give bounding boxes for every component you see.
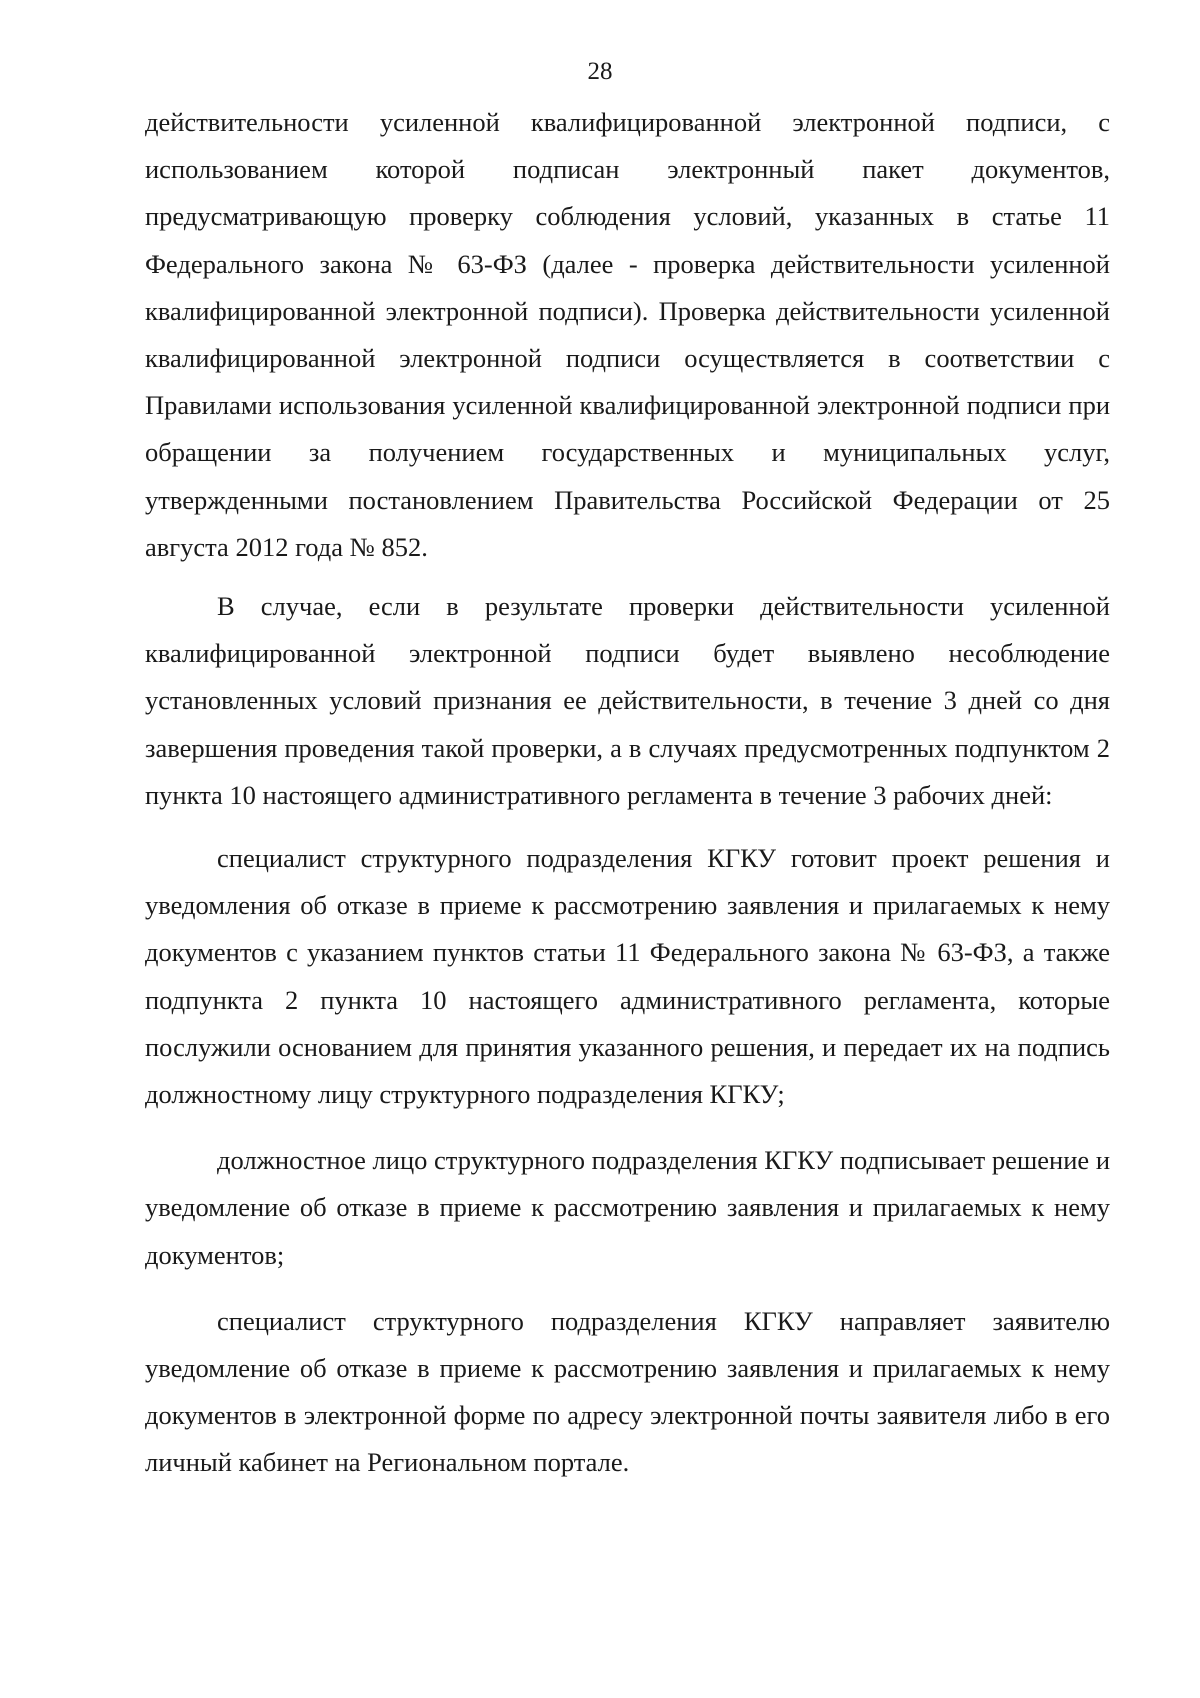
page-number: 28: [587, 58, 613, 85]
paragraph-signature-verification: действительности усиленной квалифицированной электронной подписи, с использованием которой подписан электронный пакет документов, предусматривающую проверку соблюдения условий, указанных в статье 11 Федерального закона № 63-ФЗ (далее - проверка действительности усиленной квалифицированной электронной подписи). Проверка действительности усиленной квалифицированной электронной подписи осуществляется в соответствии с Правилами использования усиленной квалифицированной электронной подписи при обращении за получением государственных и муниципальных услуг, утвержденными постановлением Правительства Российской Федерации от 25 августа 2012 года № 852.: [145, 107, 1110, 562]
document-body: [145, 99, 1110, 1487]
paragraph-specialist-prepares: специалист структурного подразделения КГКУ готовит проект решения и уведомления об отказе в приеме к рассмотрению заявления и прилагаемых к нему документов с указанием пунктов статьи 11 Федерального закона № 63-ФЗ, а также подпункта 2 пункта 10 настоящего административного регламента, которые послужили основанием для принятия указанного решения, и передает их на подпись должностному лицу структурного подразделения КГКУ;: [145, 843, 1110, 1110]
paragraph-verification-failure: В случае, если в результате проверки действительности усиленной квалифицированной электронной подписи будет выявлено несоблюдение установленных условий признания ее действительности, в течение 3 дней со дня завершения проведения такой проверки, а в случаях предусмотренных подпунктом 2 пункта 10 настоящего административного регламента в течение 3 рабочих дней:: [145, 591, 1110, 810]
paragraph-specialist-sends: специалист структурного подразделения КГКУ направляет заявителю уведомление об отказе в приеме к рассмотрению заявления и прилагаемых к нему документов в электронной форме по адресу электронной почты заявителя либо в его личный кабинет на Региональном портале.: [145, 1305, 1110, 1478]
paragraph-official-signs: должностное лицо структурного подразделения КГКУ подписывает решение и уведомление об отказе в приеме к рассмотрению заявления и прилагаемых к нему документов;: [145, 1145, 1110, 1270]
